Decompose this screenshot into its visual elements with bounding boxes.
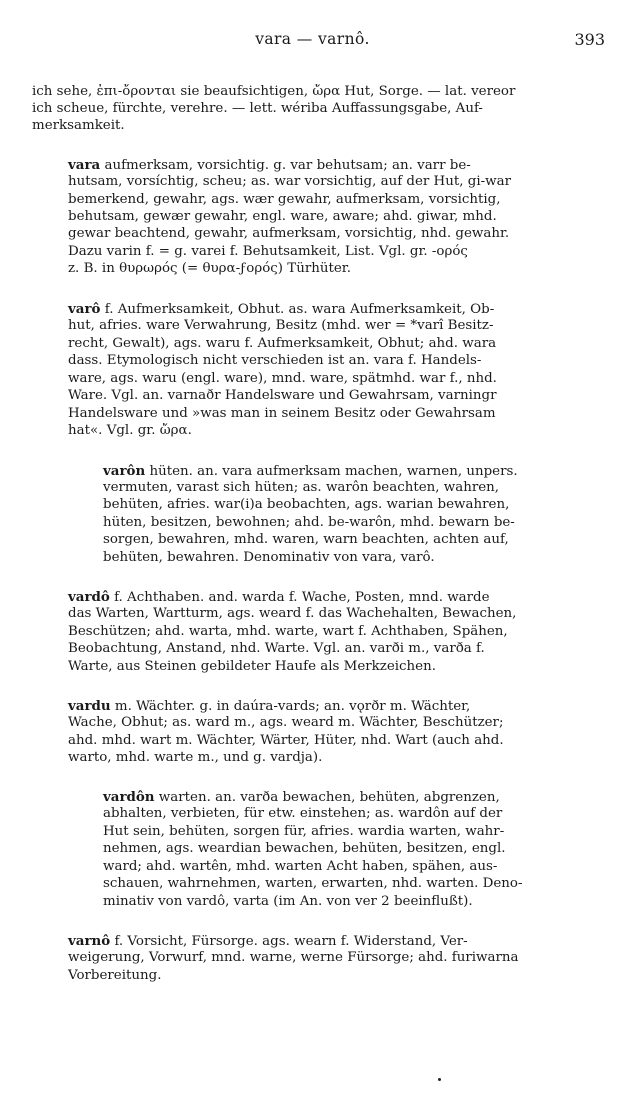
line-text: recht, Gewalt), ags. waru f. Aufmerksamkeit, Obhut; ahd. wara — [68, 336, 497, 351]
text-line — [68, 244, 468, 260]
line-text: gewar beachtend, gewahr, aufmerksam, vorsichtig, nhd. gewahr. — [68, 226, 510, 241]
text-line — [68, 388, 497, 404]
line-text: abhalten, verbieten, für etw. einstehen; as. wardôn auf der — [103, 806, 503, 821]
text-line — [68, 733, 504, 749]
text-line — [103, 824, 504, 840]
line-text: f. Aufmerksamkeit, Obhut. as. wara Aufmerksamkeit, Ob- — [100, 302, 495, 317]
line-text: das Warten, Wartturm, ags. weard f. das Wachehalten, Bewachen, — [68, 606, 517, 621]
line-text: dass. Etymologisch nicht verschieden ist an. vara f. Handels- — [68, 353, 482, 368]
line-text: ward; ahd. wartên, mhd. warten Acht haben, spähen, aus- — [103, 859, 498, 874]
text-line — [68, 950, 519, 966]
print-speck — [438, 1078, 441, 1081]
line-text: hüten, besitzen, bewohnen; ahd. be-warôn, mhd. bewarn be- — [103, 515, 515, 530]
text-line — [68, 353, 481, 369]
text-line — [68, 715, 503, 731]
page-header — [0, 30, 625, 52]
line-text: ich sehe, ἐπι-ὄρονται sie beaufsichtigen, ὤρα Hut, Sorge. — lat. vereor — [32, 84, 516, 99]
text-line — [68, 423, 192, 439]
line-text: Ware. Vgl. an. varnaðr Handelsware und Gewahrsam, varningr — [68, 388, 497, 403]
page-number: 393 — [574, 30, 605, 49]
line-text: behüten, afries. war(i)a beobachten, ags. warian bewahren, — [103, 497, 510, 512]
headword: vardu — [68, 698, 111, 714]
text-line — [103, 841, 505, 857]
text-line — [68, 371, 497, 387]
line-text: Handelsware und »was man in seinem Besitz oder Gewahrsam — [68, 406, 496, 421]
text-line — [68, 226, 509, 242]
text-line — [103, 806, 502, 822]
text-line — [68, 406, 496, 422]
headword: vardô — [68, 589, 110, 605]
text-line — [103, 789, 500, 806]
line-text: warten. an. varða bewachen, behüten, abgrenzen, — [154, 790, 500, 805]
line-text: Warte, aus Steinen gebildeter Haufe als Merkzeichen. — [68, 659, 436, 674]
line-text: Hut sein, behüten, sorgen für, afries. wardia warten, wahr- — [103, 824, 505, 839]
line-text: aufmerksam, vorsichtig. g. var behutsam; an. varr be- — [100, 158, 471, 173]
text-line — [103, 497, 509, 513]
line-text: bemerkend, gewahr, ags. wær gewahr, aufmerksam, vorsichtig, — [68, 192, 501, 207]
line-text: minativ von vardô, varta (im An. von ver 2 beeinflußt). — [103, 894, 473, 909]
line-text: Vorbereitung. — [68, 968, 162, 983]
text-line — [68, 209, 497, 225]
line-text: merksamkeit. — [32, 118, 125, 133]
line-text: Beschützen; ahd. warta, mhd. warte, wart f. Achthaben, Spähen, — [68, 624, 508, 639]
text-line — [103, 876, 522, 892]
headword: varôn — [103, 463, 146, 479]
text-line — [68, 968, 161, 984]
line-text: behüten, bewahren. Denominativ von vara, varô. — [103, 550, 435, 565]
text-line — [68, 698, 470, 715]
line-text: warto, mhd. warte m., und g. vardja). — [68, 750, 323, 765]
line-text: ware, ags. waru (engl. ware), mnd. ware, spätmhd. war f., nhd. — [68, 371, 497, 386]
text-line — [68, 659, 436, 675]
text-line — [68, 606, 516, 622]
text-line — [103, 480, 499, 496]
line-text: hutsam, vorsíchtig, scheu; as. war vorsichtig, auf der Hut, gi-war — [68, 174, 511, 189]
text-line — [68, 641, 485, 657]
line-text: schauen, wahrnehmen, warten, erwarten, nhd. warten. Deno- — [103, 876, 523, 891]
text-line — [68, 301, 494, 318]
text-line — [68, 174, 511, 190]
headword: varô — [68, 301, 101, 317]
text-line — [103, 894, 473, 910]
headword: varnô — [68, 933, 111, 949]
text-line — [103, 859, 497, 875]
running-title: vara — varnô. — [255, 30, 370, 48]
line-text: sorgen, bewahren, mhd. waren, warn beachten, achten auf, — [103, 532, 509, 547]
line-text: nehmen, ags. weardian bewachen, behüten, besitzen, engl. — [103, 841, 506, 856]
line-text: vermuten, varast sich hüten; as. warôn beachten, wahren, — [103, 480, 500, 495]
text-line — [32, 101, 483, 117]
line-text: hat«. Vgl. gr. ὤρα. — [68, 423, 192, 438]
text-line — [68, 750, 322, 766]
line-text: weigerung, Vorwurf, mnd. warne, werne Fürsorge; ahd. furiwarna — [68, 950, 519, 965]
line-text: f. Vorsicht, Fürsorge. ags. wearn f. Widerstand, Ver- — [110, 934, 468, 949]
headword: vardôn — [103, 789, 155, 805]
text-line — [68, 318, 494, 334]
line-text: z. B. in θυρωρός (= θυρα-ϝορός) Türhüter. — [68, 261, 351, 276]
line-text: hüten. an. vara aufmerksam machen, warnen, unpers. — [145, 464, 518, 479]
line-text: ahd. mhd. wart m. Wächter, Wärter, Hüter, nhd. Wart (auch ahd. — [68, 733, 504, 748]
text-line — [68, 624, 508, 640]
text-line — [32, 84, 515, 100]
line-text: Wache, Obhut; as. ward m., ags. weard m. Wächter, Beschützer; — [68, 715, 504, 730]
line-text: behutsam, gewær gewahr, engl. ware, aware; ahd. giwar, mhd. — [68, 209, 497, 224]
line-text: hut, afries. ware Verwahrung, Besitz (mhd. wer = *varî Besitz- — [68, 318, 494, 333]
text-line — [68, 589, 490, 606]
text-line — [103, 532, 509, 548]
text-line — [68, 192, 501, 208]
line-text: f. Achthaben. and. warda f. Wache, Posten, mnd. warde — [109, 590, 490, 605]
text-line — [68, 261, 351, 277]
line-text: ich scheue, fürchte, verehre. — lett. wériba Auffassungsgabe, Auf- — [32, 101, 483, 116]
text-line — [68, 336, 496, 352]
text-line — [68, 933, 468, 950]
text-line — [32, 118, 125, 134]
text-line — [103, 550, 435, 566]
line-text: Beobachtung, Anstand, nhd. Warte. Vgl. an. varði m., varða f. — [68, 641, 485, 656]
text-line — [68, 157, 471, 174]
headword: vara — [68, 157, 101, 173]
text-line — [103, 463, 518, 480]
text-line — [103, 515, 515, 531]
line-text: Dazu varin f. = g. varei f. Behutsamkeit, List. Vgl. gr. -ορός — [68, 244, 468, 259]
line-text: m. Wächter. g. in daúra-vards; an. vǫrðr m. Wächter, — [110, 699, 471, 714]
